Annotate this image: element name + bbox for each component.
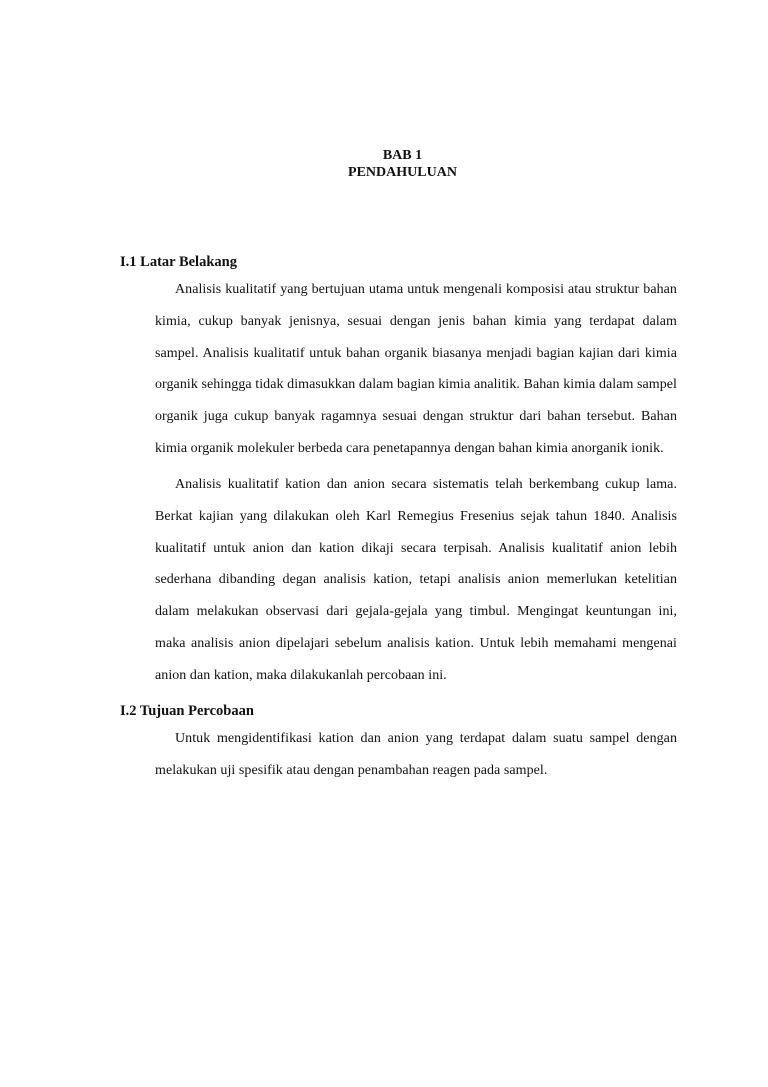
section-heading-latar-belakang: I.1 Latar Belakang <box>120 254 237 270</box>
section-heading-tujuan-percobaan: I.2 Tujuan Percobaan <box>120 703 254 719</box>
paragraph-tujuan-percobaan: Untuk mengidentifikasi kation dan anion yang terdapat dalam suatu sampel dengan melakukan uji spesifik atau dengan penambahan reagen pada sampel. <box>155 731 677 778</box>
paragraph-latar-belakang-1: Analisis kualitatif yang bertujuan utama untuk mengenali komposisi atau struktur bahan kimia, cukup banyak jenisnya, sesuai dengan jenis bahan kimia yang terdapat dalam sampel. Analisis kualitatif untuk bahan organik biasanya menjadi bagian kajian dari kimia organik sehingga tidak dimasukkan dalam bagian kimia analitik. Bahan kimia dalam sampel organik juga cukup banyak ragamnya sesuai dengan struktur dari bahan tersebut. Bahan kimia organik molekuler berbeda cara penetapannya dengan bahan kimia anorganik ionik. <box>155 282 677 456</box>
chapter-title: PENDAHULUAN <box>348 165 457 180</box>
paragraph-latar-belakang-2: Analisis kualitatif kation dan anion secara sistematis telah berkembang cukup lama. Berkat kajian yang dilakukan oleh Karl Remegius Fresenius sejak tahun 1840. Analisis kualitatif untuk anion dan kation dikaji secara terpisah. Analisis kualitatif anion lebih sederhana dibanding degan analisis kation, tetapi analisis anion memerlukan ketelitian dalam melakukan observasi dari gejala-gejala yang timbul. Mengingat keuntungan ini, maka analisis anion dipelajari sebelum analisis kation. Untuk lebih memahami mengenai anion dan kation, maka dilakukanlah percobaan ini. <box>155 477 677 683</box>
chapter-heading <box>300 147 505 181</box>
chapter-number: BAB 1 <box>382 148 423 163</box>
